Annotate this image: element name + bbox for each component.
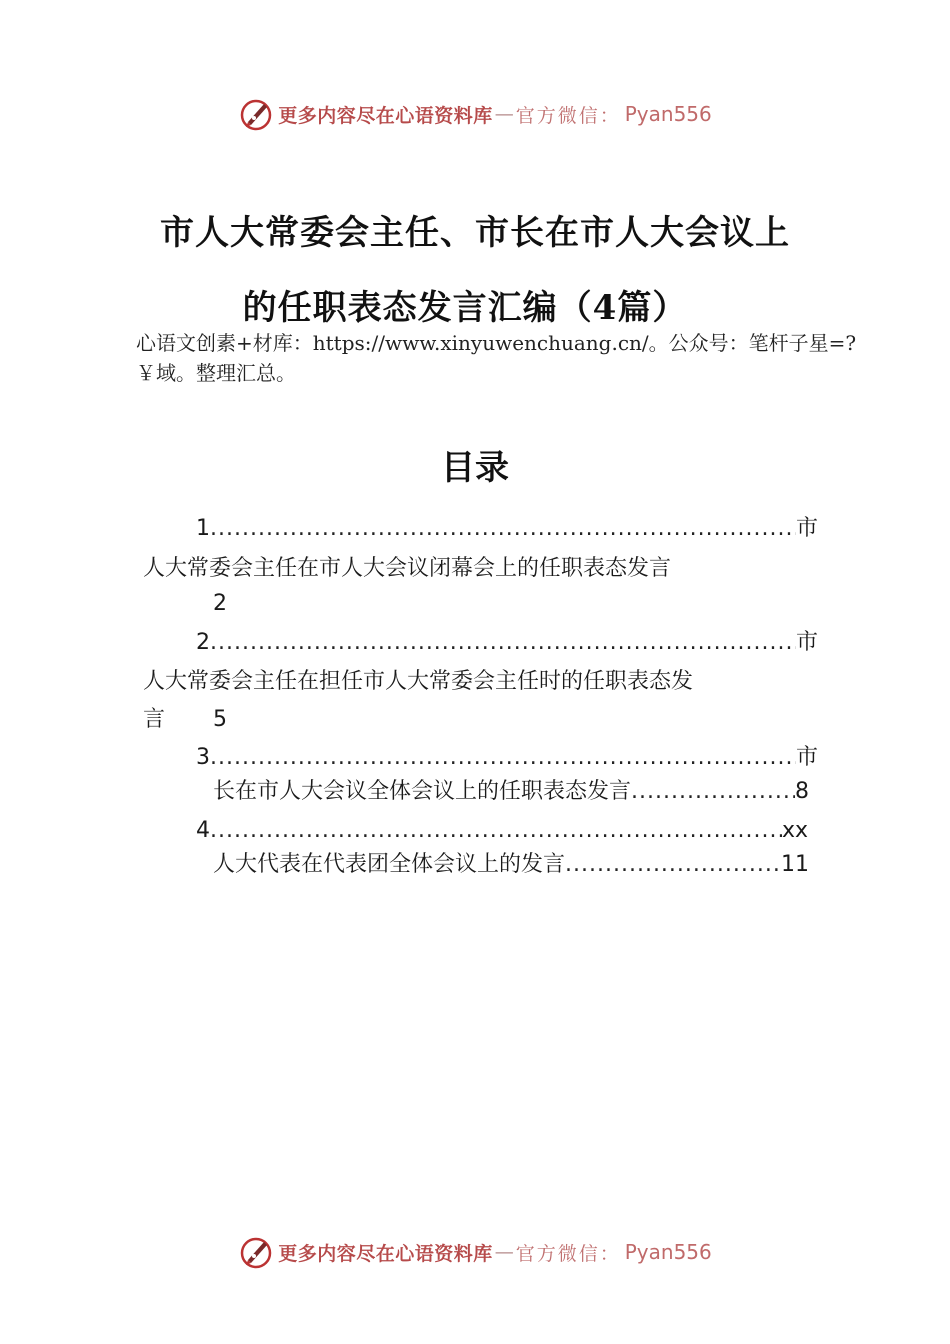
toc-entry-number: 1 [196,516,210,541]
pen-logo-icon [238,1234,274,1270]
document-title-line1: 市人大常委会主任、市长在市人大会议上 [160,213,790,253]
toc-heading: 目录 [441,448,509,488]
toc-entry-4-page: 11 [781,852,809,877]
toc-entry-3-text: 长在市人大会议全体会议上的任职表态发言 [213,779,632,804]
toc-entry-lead: 市 [795,516,818,541]
toc-entry-1-page: 2 [213,591,227,616]
toc-entry-2-text[interactable]: 人大常委会主任在担任市人大常委会主任时的任职表态发 [143,669,694,694]
banner-wechat-label: 官方微信： [515,104,621,127]
document-title-line2: 的任职表态发言汇编（4篇） [242,288,688,328]
toc-entry-3-leader[interactable] [196,743,818,773]
banner-separator: — [494,1241,514,1263]
dot-leader [210,514,796,544]
toc-entry-lead: 市 [795,745,818,770]
banner-wechat-label: 官方微信： [515,1242,621,1265]
dot-leader [210,628,796,658]
toc-entry-number: 4 [196,818,210,843]
toc-entry-number: 2 [196,630,210,655]
banner-separator: — [494,103,514,125]
source-note: 心语文创素+材库：https://www.xinyuwenchuang.cn/。公众号：笔杆子星=?￥域。整理汇总。 [136,331,857,385]
dot-leader [565,850,781,880]
banner-wechat-id: Pyan556 [624,1240,712,1264]
toc-entry-2-text-tail: 言 [143,707,166,732]
dot-leader [210,743,796,773]
toc-entry-lead: 市 [795,630,818,655]
toc-entry-4-text-row[interactable] [213,850,809,880]
toc-entry-1-text[interactable]: 人大常委会主任在市人大会议闭幕会上的任职表态发言 [143,556,672,581]
toc-entry-number: 3 [196,745,210,770]
banner-text: 更多内容尽在心语资料库 [278,1242,493,1265]
dot-leader [631,777,795,807]
pen-logo-icon [238,96,274,132]
toc-entry-2-page: 5 [213,707,227,732]
header-banner [0,94,950,134]
dot-leader [210,816,782,846]
toc-entry-3-page: 8 [795,779,809,804]
toc-entry-2-leader[interactable] [196,628,818,658]
banner-wechat-id: Pyan556 [624,102,712,126]
footer-banner [0,1232,950,1272]
toc-entry-3-text-row[interactable] [213,777,809,807]
toc-entry-4-leader[interactable] [196,816,808,846]
toc-entry-1-leader[interactable] [196,514,818,544]
banner-text: 更多内容尽在心语资料库 [278,104,493,127]
toc-entry-lead: xx [781,818,808,843]
toc-entry-4-text: 人大代表在代表团全体会议上的发言 [213,852,566,877]
